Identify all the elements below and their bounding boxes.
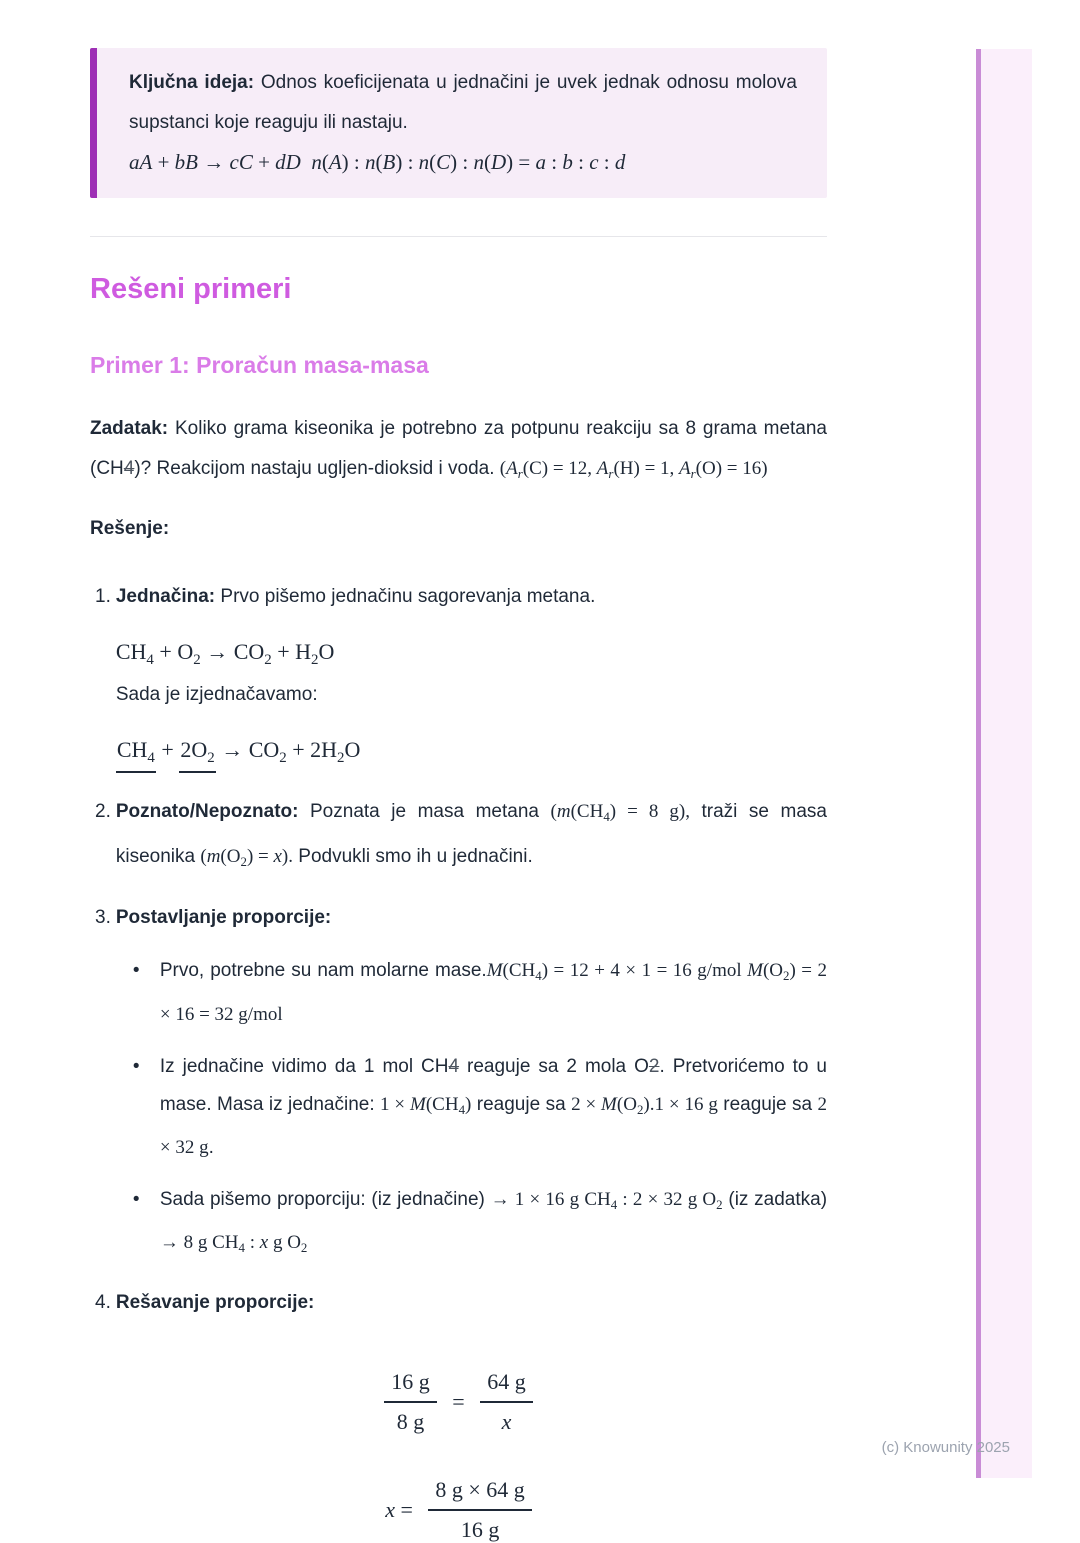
subscript: 4	[146, 652, 154, 669]
text-run: (O	[762, 960, 784, 982]
solution-steps	[90, 577, 827, 1323]
text-run: Rešenje:	[90, 518, 170, 540]
text-run: :	[598, 150, 615, 174]
text-run: n	[311, 150, 322, 174]
text-run: traži se masa kiseonika	[115, 801, 827, 868]
text-run: Iz jednačine vidimo da 1 mol CH	[159, 1055, 449, 1077]
text-run: (O	[616, 1093, 637, 1115]
bullet-icon: •	[132, 960, 140, 982]
text-run: Poznata je masa metana	[298, 801, 551, 823]
text-run: M	[601, 1093, 617, 1115]
step-1-title	[116, 577, 827, 617]
text-run: Sada je izjednačavamo:	[115, 683, 318, 705]
text-run: ) =	[246, 846, 274, 868]
text-run: → 8 g CH	[159, 1231, 239, 1253]
text-run: C	[436, 150, 451, 174]
text-run	[301, 150, 312, 174]
fraction	[384, 1369, 437, 1435]
text-run: ).	[281, 846, 293, 868]
text-run: (	[375, 150, 383, 174]
text-run: 4	[123, 458, 135, 480]
text-run: +	[152, 150, 175, 174]
text-run: (	[550, 801, 557, 823]
text-run: x	[273, 846, 282, 868]
text-run: :	[546, 150, 563, 174]
text-run: 2	[648, 1055, 660, 1077]
subscript: r	[608, 466, 614, 482]
text-run: 2 × 32 g	[159, 1093, 828, 1158]
text-run: ) = 8 g),	[609, 801, 690, 823]
text-run: bB	[174, 150, 198, 174]
bullet-proportion	[160, 1181, 827, 1267]
page-title: Rešeni primeri	[90, 273, 292, 305]
text-run: (CH	[502, 960, 536, 982]
step-marker: 2.	[95, 801, 111, 823]
text-run: A	[596, 458, 609, 480]
fraction-denominator: 16 g	[460, 1516, 500, 1542]
fraction-numerator: 16 g	[384, 1369, 437, 1403]
text-run: → CO	[200, 639, 265, 665]
text-run: 2 ×	[571, 1093, 602, 1115]
text-run: (C) = 12,	[522, 458, 597, 480]
example-heading: Primer 1: Proračun masa-masa	[90, 351, 429, 378]
text-run: (CH	[570, 801, 604, 823]
text-run: ) :	[395, 150, 419, 174]
text-run: Ključna ideja:	[129, 72, 255, 93]
text-run: (	[321, 150, 329, 174]
bullet-icon: •	[132, 1055, 140, 1077]
text-run: (	[429, 150, 437, 174]
subscript: r	[690, 466, 696, 482]
bullet-item	[116, 952, 827, 1033]
subscript: 2	[783, 968, 790, 984]
solve-for-x-equation	[90, 1477, 827, 1543]
text-run: )	[465, 1093, 472, 1115]
subscript: 2	[300, 1239, 308, 1255]
text-run: ) :	[450, 150, 474, 174]
text-run: .	[208, 1136, 214, 1158]
subscript: 2	[279, 749, 287, 766]
text-run: )? Reakcijom nastaju ugljen-dioksid i voda.	[134, 458, 500, 480]
text-run: (	[499, 458, 507, 480]
fraction	[480, 1369, 533, 1435]
text-run: (O) = 16)	[695, 458, 768, 480]
fraction-numerator: 64 g	[480, 1369, 533, 1403]
text-run: cC	[229, 150, 253, 174]
text-run: 1 × 16 g	[654, 1093, 718, 1115]
text-run: Koliko grama kiseonika je potrebno za potpunu reakciju sa 8 grama metana (CH	[90, 418, 827, 480]
text-run: Rešavanje proporcije:	[115, 1291, 315, 1313]
subscript: 4	[535, 968, 542, 984]
text-run: Postavljanje proporcije:	[115, 907, 332, 929]
equals-sign: =	[452, 1388, 465, 1414]
text-run: (	[484, 150, 491, 174]
text-run: =	[394, 1496, 413, 1522]
text-run: : 2 × 32 g O	[617, 1188, 717, 1210]
text-run: 1 ×	[380, 1093, 411, 1115]
bullet-icon: •	[132, 1188, 140, 1210]
text-run: B	[382, 150, 396, 174]
text-run: D	[491, 150, 507, 174]
text-run: ) :	[341, 150, 365, 174]
solution-label	[90, 509, 827, 549]
subscript: 2	[193, 652, 201, 669]
text-run: (	[200, 846, 207, 868]
subscript: 2	[264, 652, 272, 669]
subscript: 4	[458, 1101, 466, 1117]
text-run: Prvo, potrebne su nam molarne mase.	[159, 960, 487, 982]
text-run: → 1 × 16 g CH	[490, 1188, 611, 1210]
text-run: :	[572, 150, 590, 174]
text-run: (H) = 1,	[613, 458, 680, 480]
text-run: reaguje sa	[471, 1093, 572, 1115]
balancing-note	[116, 675, 827, 715]
text-run: :	[244, 1231, 260, 1253]
text-run: reaguje sa	[717, 1093, 818, 1115]
chemical-equation-unbalanced	[116, 636, 827, 671]
subscript: 4	[238, 1239, 245, 1255]
callout-formula	[129, 145, 797, 180]
subscript: r	[517, 466, 523, 482]
text-run: n	[473, 150, 484, 174]
subscript: 4	[147, 749, 155, 766]
text-run: CH	[115, 639, 147, 665]
subscript: 4	[603, 809, 610, 825]
text-run: b	[562, 150, 573, 174]
step-marker: 4.	[95, 1291, 111, 1313]
text-run: + H	[271, 639, 312, 665]
text-run: ).	[643, 1093, 655, 1115]
fraction-numerator: 8 g × 64 g	[428, 1477, 531, 1511]
bullet-item	[116, 1048, 827, 1167]
subscript: 2	[240, 854, 247, 870]
text-run: n	[418, 150, 430, 174]
equation-lead	[385, 1497, 413, 1523]
text-run: + 2H	[286, 736, 338, 762]
text-run: x	[259, 1231, 269, 1253]
text-run: g O	[268, 1231, 301, 1253]
problem-statement	[90, 409, 827, 494]
text-run: +	[252, 150, 276, 174]
fraction-denominator: x	[501, 1408, 512, 1434]
text-run: m	[206, 846, 221, 868]
bullet-list	[116, 952, 827, 1267]
text-run: M	[410, 1093, 426, 1115]
text-run: . Pretvorićemo to u mase. Masa iz jednačine:	[159, 1055, 827, 1115]
text-run: Prvo pišemo jednačinu sagorevanja metana.	[215, 586, 596, 608]
text-run: Odnos koeficijenata u jednačini je uvek jednak odnosu molova supstanci koje reaguju ili nastaju.	[129, 72, 798, 133]
text-run: CH	[116, 736, 148, 762]
step-3	[90, 898, 827, 1267]
bullet-item	[116, 1181, 827, 1267]
text-run: Sada pišemo proporciju: (iz jednačine)	[159, 1188, 491, 1210]
text-run: M	[486, 960, 503, 982]
text-run: O	[318, 639, 335, 665]
subscript: 2	[636, 1101, 644, 1117]
step-marker: 1.	[95, 586, 111, 608]
subscript: 2	[207, 749, 215, 766]
text-run: → CO	[215, 736, 280, 762]
subscript: 4	[610, 1196, 618, 1212]
step-1	[90, 577, 827, 776]
text-run: n	[365, 150, 376, 174]
text-run: A	[679, 458, 691, 480]
text-run: 2O	[180, 736, 208, 762]
text-run: + O	[153, 639, 194, 665]
text-run: d	[614, 150, 626, 174]
text-run: M	[747, 960, 763, 982]
step-2-title	[116, 792, 827, 882]
chemical-equation-balanced	[116, 734, 827, 773]
text-run: Podvukli smo ih u jednačini.	[293, 846, 533, 868]
text-run: a	[535, 150, 547, 174]
text-run: Zadatak:	[90, 418, 169, 440]
text-run: reaguje sa 2 mola O	[459, 1055, 649, 1077]
text-run: c	[589, 150, 599, 174]
text-run	[179, 734, 215, 773]
section-divider	[90, 236, 827, 237]
step-4-title	[116, 1283, 827, 1323]
text-run: O	[344, 736, 361, 762]
text-run: Jednačina:	[115, 586, 216, 608]
text-run: Poznato/Nepoznato:	[115, 801, 299, 823]
text-run: (iz zadatka)	[722, 1188, 828, 1210]
bullet-molar-masses	[160, 952, 827, 1033]
text-run	[116, 734, 156, 773]
step-4	[90, 1283, 827, 1323]
text-run: 4	[448, 1055, 460, 1077]
text-run: dD	[275, 150, 301, 174]
text-run: ) =	[506, 150, 536, 174]
fraction-denominator: 8 g	[396, 1408, 425, 1434]
text-run: (CH	[425, 1093, 459, 1115]
bullet-mole-ratio	[160, 1048, 827, 1167]
text-run: +	[155, 736, 180, 762]
text-run: A	[506, 458, 518, 480]
footer-copyright: (c) Knowunity 2025	[881, 1439, 1010, 1456]
text-run: aA	[129, 150, 153, 174]
key-idea-callout	[90, 48, 827, 198]
callout-text	[129, 63, 797, 143]
content-column	[90, 0, 827, 1543]
step-marker: 3.	[95, 907, 111, 929]
right-margin-strip	[976, 49, 1032, 1478]
text-run: ) = 12 + 4 × 1 = 16 g/mol	[541, 960, 748, 982]
step-2	[90, 792, 827, 882]
text-run: →	[198, 150, 230, 174]
step-3-title	[116, 898, 827, 938]
subscript: 2	[716, 1196, 723, 1212]
proportion-fraction-equation	[90, 1369, 827, 1435]
fraction	[428, 1477, 531, 1543]
text-run: ) = 2 × 16 = 32 g/mol	[159, 960, 827, 1025]
text-run: x	[385, 1496, 395, 1522]
text-run: m	[556, 801, 571, 823]
subscript: 2	[311, 652, 319, 669]
text-run: (O	[220, 846, 241, 868]
text-run: A	[328, 150, 342, 174]
subscript: 2	[337, 749, 345, 766]
